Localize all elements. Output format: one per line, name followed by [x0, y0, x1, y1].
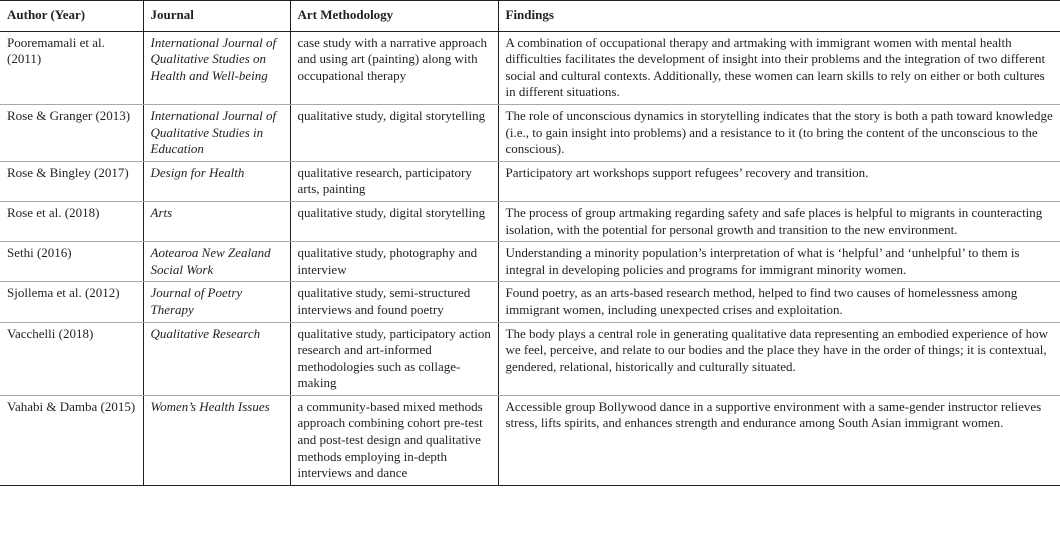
- cell-author: Sethi (2016): [0, 242, 143, 282]
- header-findings: Findings: [498, 1, 1060, 32]
- table-header: [0, 1, 1060, 32]
- cell-journal: Journal of Poetry Therapy: [143, 282, 290, 322]
- cell-author: Vahabi & Damba (2015): [0, 395, 143, 485]
- table-row: [0, 104, 1060, 161]
- header-journal: Journal: [143, 1, 290, 32]
- cell-author: Sjollema et al. (2012): [0, 282, 143, 322]
- cell-method: qualitative study, photography and interview: [290, 242, 498, 282]
- table-row: [0, 282, 1060, 322]
- cell-findings: A combination of occupational therapy and artmaking with immigrant women with mental health difficulties facilitates the development of insight into their problems and the integration of two different social and cultural contexts. Additionally, these women can learn skills to rely on either or both cultures in different situations.: [498, 31, 1060, 104]
- cell-author: Vacchelli (2018): [0, 322, 143, 395]
- cell-author: Pooremamali et al. (2011): [0, 31, 143, 104]
- cell-method: qualitative study, digital storytelling: [290, 104, 498, 161]
- header-row: [0, 1, 1060, 32]
- table-row: [0, 161, 1060, 201]
- cell-journal: Aotearoa New Zealand Social Work: [143, 242, 290, 282]
- table-row: [0, 31, 1060, 104]
- cell-journal: Arts: [143, 201, 290, 241]
- cell-author: Rose & Granger (2013): [0, 104, 143, 161]
- cell-method: qualitative study, participatory action research and art-informed methodologies such as collage-making: [290, 322, 498, 395]
- cell-findings: Participatory art workshops support refugees’ recovery and transition.: [498, 161, 1060, 201]
- cell-journal: Design for Health: [143, 161, 290, 201]
- cell-author: Rose et al. (2018): [0, 201, 143, 241]
- cell-journal: International Journal of Qualitative Studies in Education: [143, 104, 290, 161]
- cell-findings: The process of group artmaking regarding safety and safe places is helpful to migrants in counteracting isolation, with the potential for personal growth and transition to the new environment.: [498, 201, 1060, 241]
- cell-method: a community-based mixed methods approach combining cohort pre-test and post-test design and qualitative methods employing in-depth interviews and dance: [290, 395, 498, 485]
- cell-author: Rose & Bingley (2017): [0, 161, 143, 201]
- cell-method: qualitative study, semi-structured interviews and found poetry: [290, 282, 498, 322]
- cell-method: case study with a narrative approach and using art (painting) along with occupational therapy: [290, 31, 498, 104]
- header-author: Author (Year): [0, 1, 143, 32]
- cell-findings: Accessible group Bollywood dance in a supportive environment with a same-gender instructor relieves stress, lifts spirits, and enhances strength and endurance among South Asian immigrant women.: [498, 395, 1060, 485]
- cell-journal: Women’s Health Issues: [143, 395, 290, 485]
- cell-method: qualitative study, digital storytelling: [290, 201, 498, 241]
- header-method: Art Methodology: [290, 1, 498, 32]
- table-row: [0, 322, 1060, 395]
- cell-findings: Understanding a minority population’s interpretation of what is ‘helpful’ and ‘unhelpful’ to them is integral in developing policies and programs for immigrant minority women.: [498, 242, 1060, 282]
- cell-findings: The body plays a central role in generating qualitative data representing an embodied experience of how we feel, perceive, and relate to our bodies and the place they have in the order of things; it is contextual, gendered, relational, historically and culturally situated.: [498, 322, 1060, 395]
- cell-findings: Found poetry, as an arts-based research method, helped to find two causes of homelessness among immigrant women, including unexpected crises and exploitation.: [498, 282, 1060, 322]
- cell-journal: International Journal of Qualitative Studies on Health and Well-being: [143, 31, 290, 104]
- table-row: [0, 395, 1060, 485]
- table-body: [0, 31, 1060, 485]
- table-row: [0, 201, 1060, 241]
- cell-findings: The role of unconscious dynamics in storytelling indicates that the story is both a path toward knowledge (i.e., to gain insight into problems) and a resistance to it (to bring the content of the unconscious to the conscious).: [498, 104, 1060, 161]
- table-row: [0, 242, 1060, 282]
- cell-journal: Qualitative Research: [143, 322, 290, 395]
- cell-method: qualitative research, participatory arts, painting: [290, 161, 498, 201]
